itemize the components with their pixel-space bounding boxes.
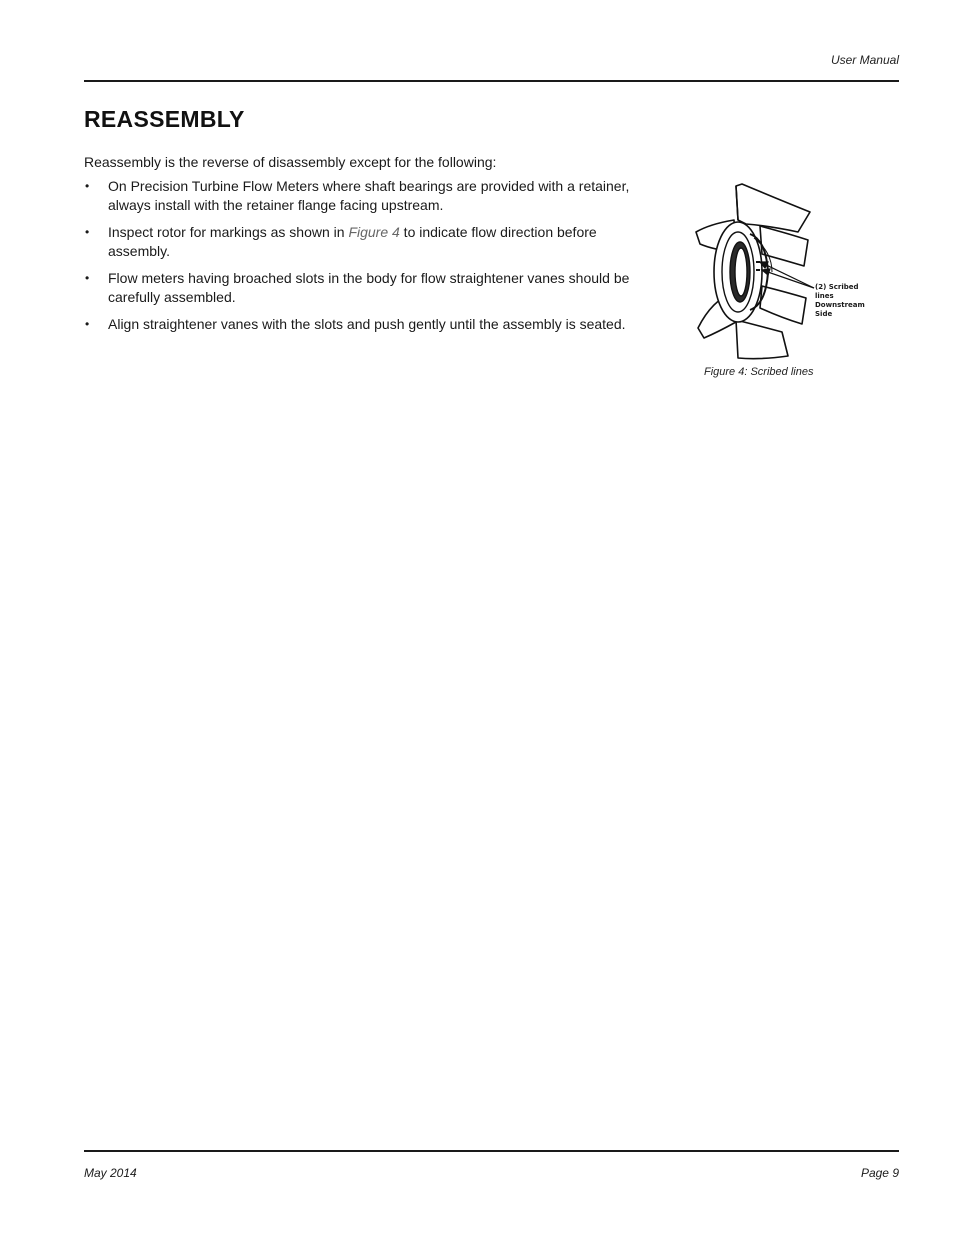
callout-line: Downstream — [815, 301, 865, 309]
footer-date: May 2014 — [84, 1166, 137, 1180]
list-item — [84, 315, 644, 334]
list-item-text-after: to indicate flow direction before assembly. — [108, 224, 597, 259]
bullet-icon: • — [85, 179, 90, 193]
list-item — [84, 177, 644, 215]
footer-rule — [84, 1150, 899, 1152]
page-number: Page 9 — [860, 1166, 899, 1180]
figure-reference-link[interactable]: Figure 4 — [348, 224, 400, 240]
figure-caption: Figure 4: Scribed lines — [704, 366, 814, 378]
intro-paragraph: Reassembly is the reverse of disassembly except for the following: — [84, 154, 497, 170]
callout-line: Side — [815, 310, 833, 318]
instruction-list — [84, 177, 644, 342]
bullet-icon: • — [85, 225, 90, 239]
rotor-illustration — [690, 180, 870, 365]
list-item — [84, 269, 644, 307]
header-doc-label: User Manual — [830, 53, 899, 67]
bullet-icon: • — [85, 271, 90, 285]
header-rule — [84, 80, 899, 82]
list-item-text: Flow meters having broached slots in the body for flow straightener vanes should be carefully assembled. — [108, 270, 630, 305]
list-item-text-before: Inspect rotor for markings as shown in — [108, 224, 349, 240]
rotor-drawing-icon — [690, 180, 870, 365]
list-item-text: On Precision Turbine Flow Meters where shaft bearings are provided with a retainer, always install with the retainer flange facing upstream. — [108, 178, 630, 213]
list-item-text: Align straightener vanes with the slots and push gently until the assembly is seated. — [108, 316, 626, 332]
callout-line: lines — [815, 292, 834, 300]
callout-line: (2) Scribed — [815, 283, 859, 291]
section-title: REASSEMBLY — [84, 106, 245, 132]
figure-callout-label — [815, 283, 885, 319]
bullet-icon: • — [85, 317, 90, 331]
list-item — [84, 223, 644, 261]
